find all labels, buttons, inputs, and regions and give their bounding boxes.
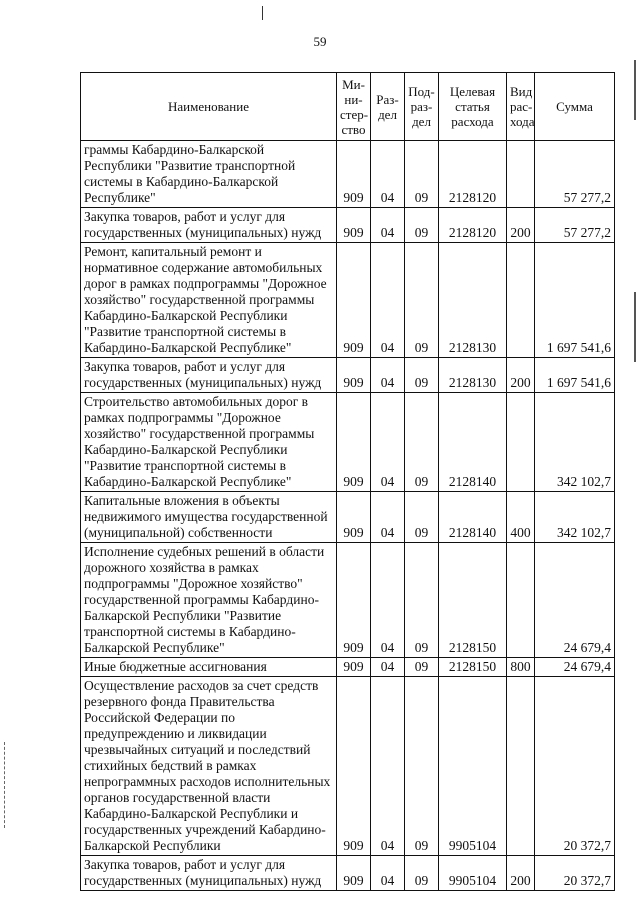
row-section: 04 [371, 358, 405, 393]
row-sum: 20 372,7 [535, 856, 615, 891]
row-type: 200 [507, 358, 535, 393]
header-type: Вид рас- хода [507, 73, 535, 141]
row-subsection: 09 [405, 141, 439, 208]
row-type [507, 543, 535, 658]
row-type [507, 243, 535, 358]
row-sum: 1 697 541,6 [535, 358, 615, 393]
table-row [81, 208, 615, 243]
row-target: 2128120 [439, 141, 507, 208]
row-subsection: 09 [405, 658, 439, 677]
row-ministry: 909 [337, 393, 371, 492]
row-target: 9905104 [439, 856, 507, 891]
header-name: Наименование [81, 73, 337, 141]
row-subsection: 09 [405, 856, 439, 891]
row-type [507, 141, 535, 208]
row-subsection: 09 [405, 677, 439, 856]
table-row [81, 358, 615, 393]
row-name: Закупка товаров, работ и услуг для государственных (муниципальных) нужд [81, 208, 337, 243]
row-target: 2128140 [439, 492, 507, 543]
row-section: 04 [371, 492, 405, 543]
header-section: Раз- дел [371, 73, 405, 141]
header-sum: Сумма [535, 73, 615, 141]
scan-edge-mark [634, 60, 636, 120]
header-target: Целевая статья расхода [439, 73, 507, 141]
table-row [81, 243, 615, 358]
row-name: Исполнение судебных решений в области дорожного хозяйства в рамках подпрограммы "Дорожное хозяйство" государственной программы Кабардино-Балкарской Республики "Развитие транспортной системы в Кабардино-Балкарской Республике" [81, 543, 337, 658]
row-sum: 24 679,4 [535, 543, 615, 658]
row-section: 04 [371, 208, 405, 243]
row-subsection: 09 [405, 243, 439, 358]
table-header [81, 73, 615, 141]
row-target: 2128150 [439, 658, 507, 677]
row-type: 200 [507, 856, 535, 891]
row-ministry: 909 [337, 243, 371, 358]
scan-edge-mark [634, 292, 636, 362]
row-type [507, 677, 535, 856]
row-sum: 342 102,7 [535, 393, 615, 492]
row-ministry: 909 [337, 208, 371, 243]
row-sum: 342 102,7 [535, 492, 615, 543]
row-type: 200 [507, 208, 535, 243]
row-section: 04 [371, 141, 405, 208]
table-row [81, 677, 615, 856]
row-sum: 1 697 541,6 [535, 243, 615, 358]
row-section: 04 [371, 543, 405, 658]
row-subsection: 09 [405, 393, 439, 492]
row-name: граммы Кабардино-Балкарской Республики "Развитие транспортной системы в Кабардино-Балкарской Республике" [81, 141, 337, 208]
row-name: Ремонт, капитальный ремонт и нормативное содержание автомобильных дорог в рамках подпрограммы "Дорожное хозяйство" государственной программы Кабардино-Балкарской Республики "Развитие транспортной системы в Кабардино-Балкарской Республике" [81, 243, 337, 358]
row-subsection: 09 [405, 208, 439, 243]
row-target: 2128120 [439, 208, 507, 243]
row-ministry: 909 [337, 856, 371, 891]
row-sum: 20 372,7 [535, 677, 615, 856]
table-row [81, 141, 615, 208]
table-row [81, 543, 615, 658]
row-sum: 24 679,4 [535, 658, 615, 677]
row-target: 9905104 [439, 677, 507, 856]
scan-mark [262, 6, 263, 20]
row-name: Закупка товаров, работ и услуг для государственных (муниципальных) нужд [81, 358, 337, 393]
row-section: 04 [371, 856, 405, 891]
row-name: Осуществление расходов за счет средств резервного фонда Правительства Российской Федерации по предупреждению и ликвидации чрезвычайных ситуаций и последствий стихийных бедствий в рамках непрограммных расходов исполнительных органов государственной власти Кабардино-Балкарской Республики и государственных учреждений Кабардино-Балкарской Республики [81, 677, 337, 856]
row-sum: 57 277,2 [535, 141, 615, 208]
row-subsection: 09 [405, 543, 439, 658]
row-subsection: 09 [405, 358, 439, 393]
scan-edge-mark [4, 742, 6, 828]
row-ministry: 909 [337, 358, 371, 393]
row-section: 04 [371, 243, 405, 358]
table-row [81, 393, 615, 492]
header-subsection: Под- раз- дел [405, 73, 439, 141]
row-type: 800 [507, 658, 535, 677]
table-row [81, 856, 615, 891]
row-ministry: 909 [337, 543, 371, 658]
header-ministry: Ми- ни- стер- ство [337, 73, 371, 141]
row-name: Иные бюджетные ассигнования [81, 658, 337, 677]
budget-table [80, 72, 615, 891]
table-row [81, 658, 615, 677]
row-ministry: 909 [337, 492, 371, 543]
row-target: 2128140 [439, 393, 507, 492]
row-ministry: 909 [337, 677, 371, 856]
row-ministry: 909 [337, 141, 371, 208]
row-section: 04 [371, 658, 405, 677]
row-type [507, 393, 535, 492]
row-section: 04 [371, 393, 405, 492]
row-name: Капитальные вложения в объекты недвижимого имущества государственной (муниципальной) собственности [81, 492, 337, 543]
row-type: 400 [507, 492, 535, 543]
row-subsection: 09 [405, 492, 439, 543]
row-section: 04 [371, 677, 405, 856]
table-row [81, 492, 615, 543]
row-target: 2128130 [439, 243, 507, 358]
row-name: Закупка товаров, работ и услуг для государственных (муниципальных) нужд [81, 856, 337, 891]
row-target: 2128130 [439, 358, 507, 393]
page-number: 59 [313, 34, 327, 49]
row-ministry: 909 [337, 658, 371, 677]
row-sum: 57 277,2 [535, 208, 615, 243]
row-target: 2128150 [439, 543, 507, 658]
row-name: Строительство автомобильных дорог в рамках подпрограммы "Дорожное хозяйство" государственной программы Кабардино-Балкарской Республики "Развитие транспортной системы в Кабардино-Балкарской Республике" [81, 393, 337, 492]
